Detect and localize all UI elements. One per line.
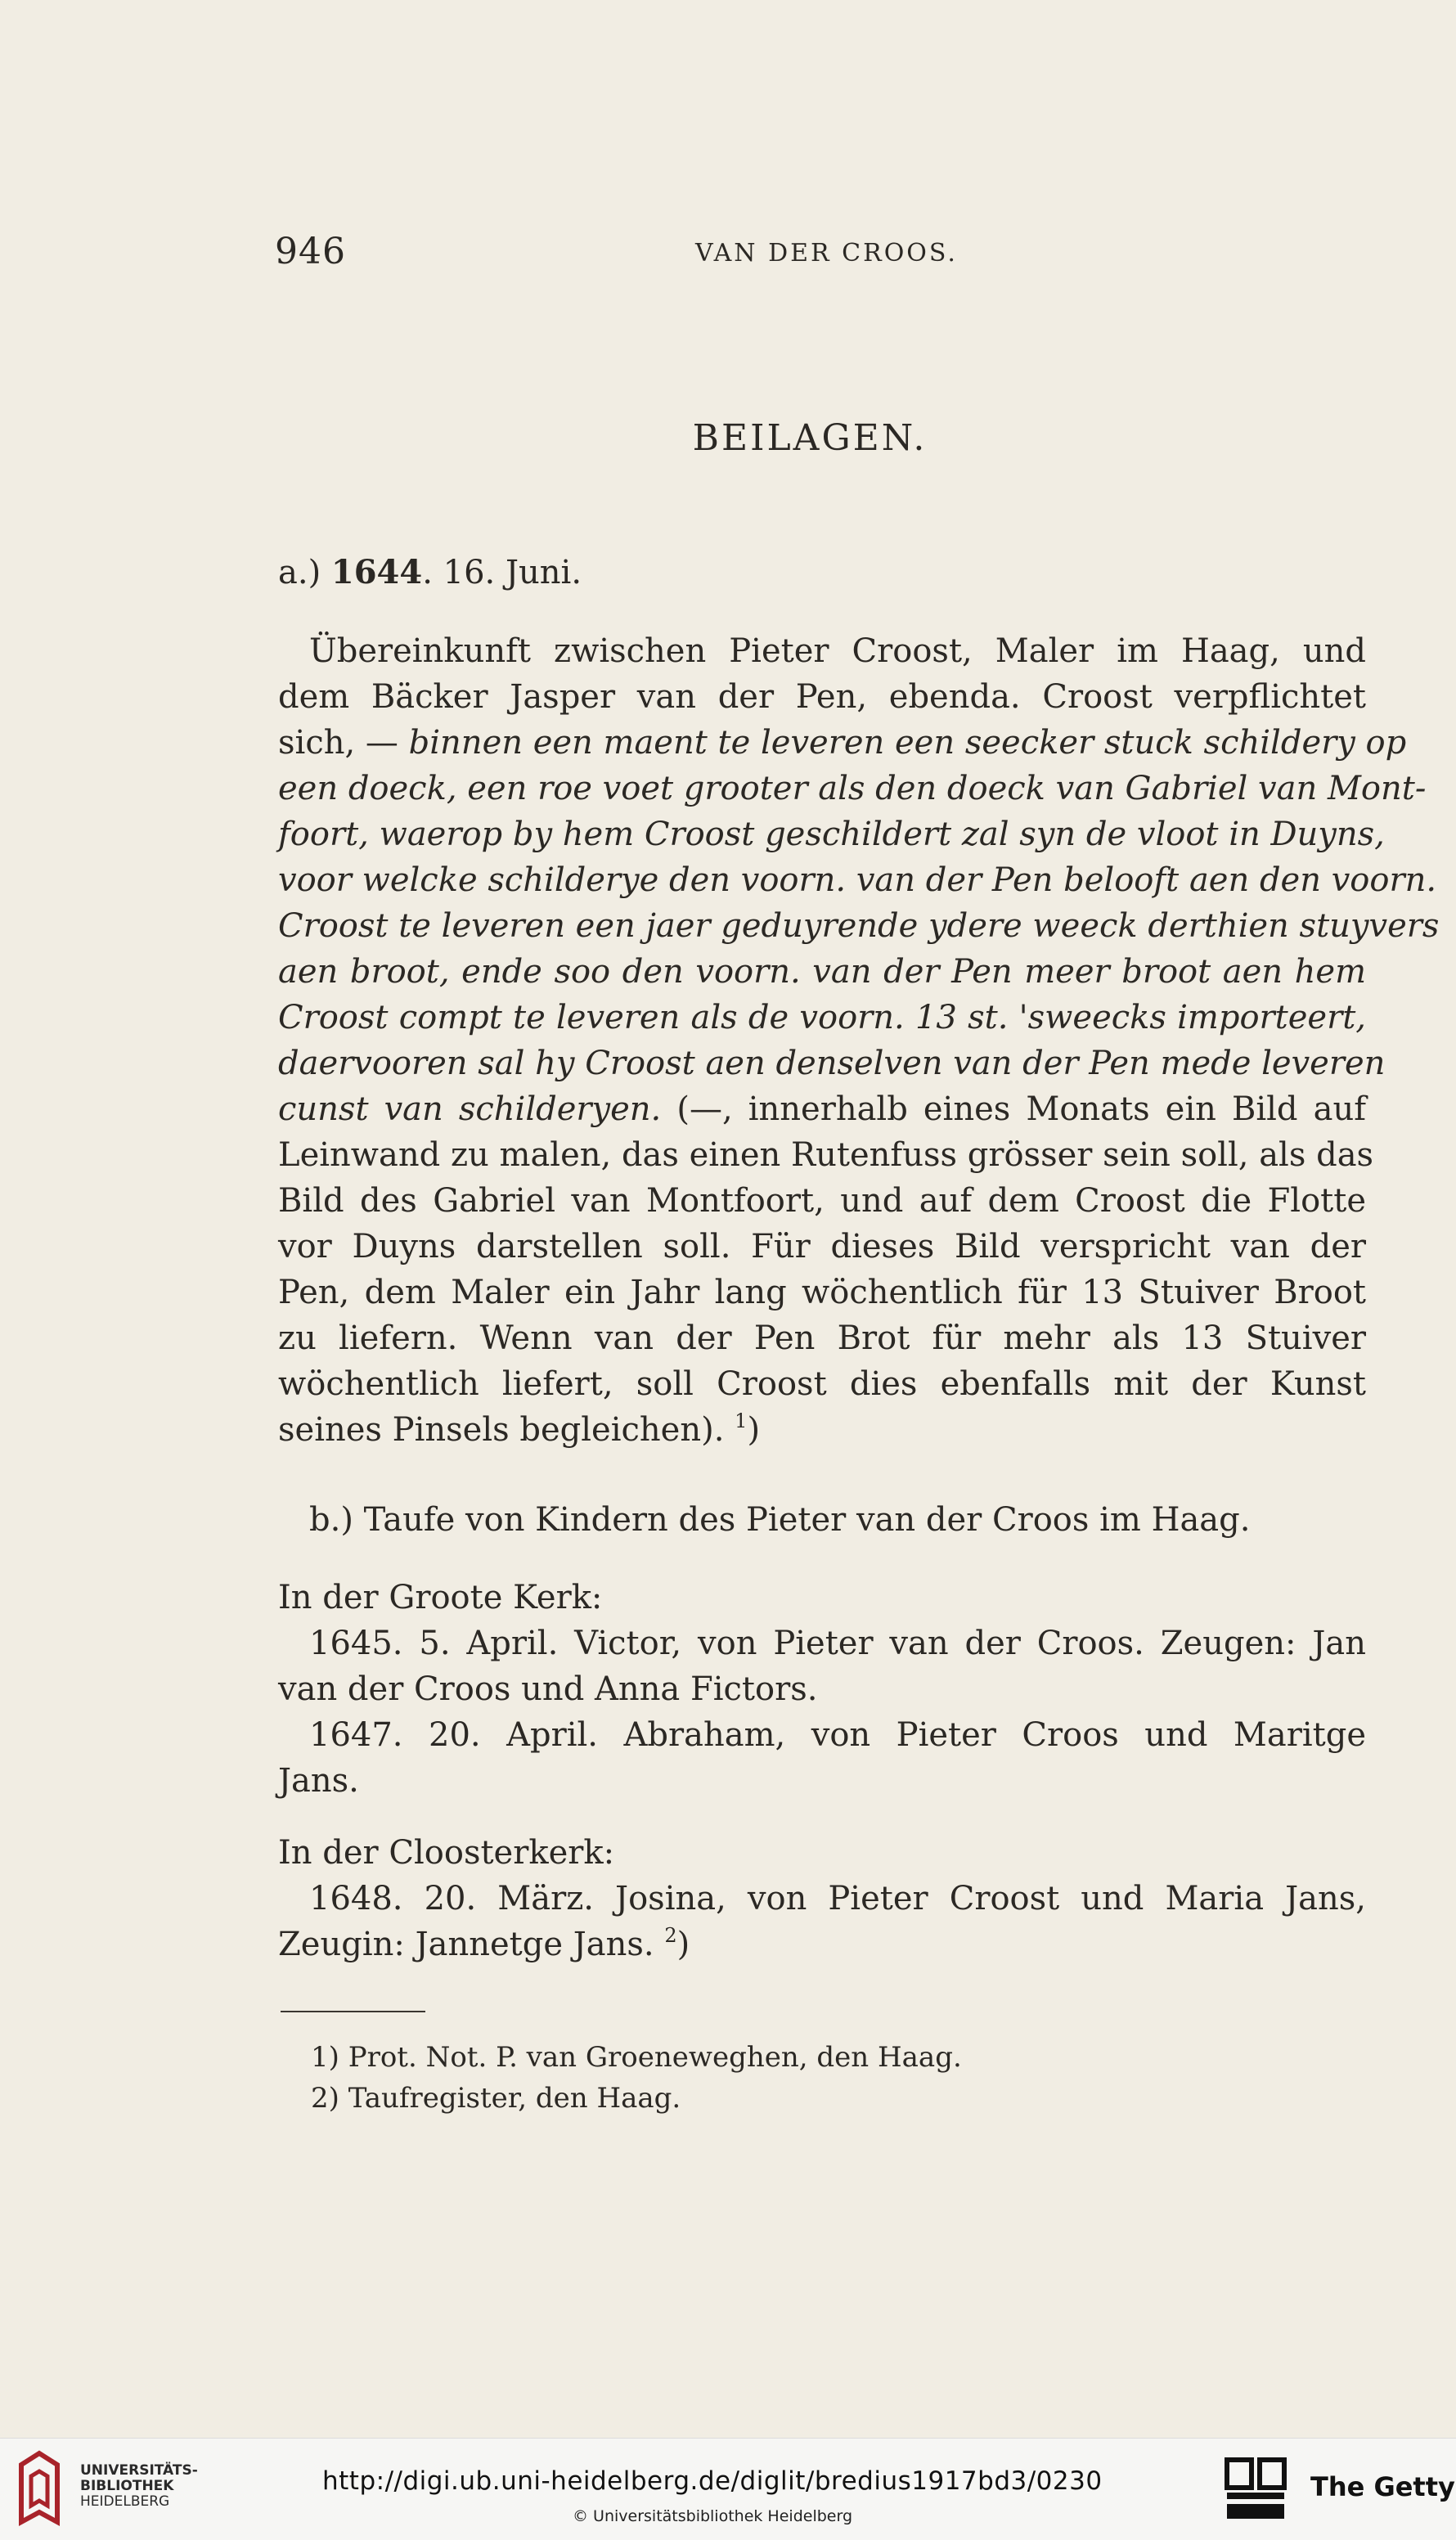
entry-a-line: [278, 1132, 1374, 1178]
text-run: ): [747, 1411, 761, 1449]
cloosterkerk-lines: [278, 1876, 1366, 1967]
entry-a-label: a.): [278, 554, 321, 591]
entry-a-line: [278, 628, 1366, 674]
text-run: Pen, dem Maler ein Jahr lang wöchentlich für 13 Stuiver Broot: [278, 1274, 1366, 1311]
footnote-reference: 1: [735, 1409, 748, 1432]
entry-a-line: [278, 1315, 1366, 1361]
text-run: Zeugin: Jannetge Jans.: [278, 1926, 665, 1963]
entry-a-line: [278, 1407, 1366, 1453]
cloosterkerk-block: [278, 1830, 1366, 1967]
text-run: van der Croos und Anna Fictors.: [278, 1670, 818, 1708]
permalink-url[interactable]: http://digi.ub.uni-heidelberg.de/diglit/bredius1917bd3/0230: [322, 2466, 1103, 2496]
footnote-rule: [281, 2011, 425, 2012]
entry-a-heading: [278, 550, 1366, 596]
text-run: cunst van schilderyen.: [278, 1090, 662, 1128]
university-library-logo-icon: [15, 2448, 64, 2530]
text-run: Croost compt te leveren als de voorn. 13 st. 'sweecks importeert,: [278, 999, 1366, 1036]
entry-a-line: [278, 1224, 1366, 1270]
entry-a-line: [278, 1361, 1366, 1407]
text-run: zu liefern. Wenn van der Pen Brot für mehr als 13 Stuiver: [278, 1319, 1366, 1357]
entry-a-body: [278, 628, 1440, 1453]
entry-a-line: [278, 949, 1366, 995]
entry-a-line: [278, 674, 1366, 720]
library-name-line-2: BIBLIOTHEK: [80, 2478, 174, 2494]
text-run: Jans.: [278, 1762, 359, 1800]
text-run: Bild des Gabriel van Montfoort, und auf dem Croost die Flotte: [278, 1182, 1366, 1220]
entry-b-line: [278, 1758, 1366, 1804]
entry-b-body: [278, 1575, 1366, 1804]
footnote-1: 1) Prot. Not. P. van Groeneweghen, den Haag.: [311, 2041, 962, 2074]
page-number: 946: [275, 231, 346, 272]
text-run: Übereinkunft zwischen Pieter Croost, Maler im Haag, und: [309, 632, 1366, 670]
entry-a-line: [278, 857, 1437, 903]
entry-a-line: [278, 766, 1427, 811]
text-run: seines Pinsels begleichen).: [278, 1411, 735, 1449]
entry-a-date-line: [278, 550, 1366, 596]
entry-b-lines: [278, 1621, 1366, 1804]
entry-a-line: [278, 1178, 1366, 1224]
footnote-2: 2) Taufregister, den Haag.: [311, 2082, 681, 2115]
entry-a-line: [278, 1270, 1366, 1315]
footnotes: [311, 2037, 962, 2119]
text-run: Leinwand zu malen, das einen Rutenfuss grösser sein soll, als das: [278, 1136, 1374, 1174]
cloosterkerk-line: [278, 1876, 1366, 1922]
text-run: 1647. 20. April. Abraham, von Pieter Croos und Maritge: [309, 1716, 1366, 1754]
running-title: VAN DER CROOS.: [695, 239, 958, 267]
entry-a-line: [278, 1086, 1366, 1132]
text-run: ): [676, 1926, 690, 1963]
getty-logo-icon: [1224, 2457, 1289, 2522]
library-footer-bar: [0, 2438, 1456, 2540]
text-run: 1645. 5. April. Victor, von Pieter van der Croos. Zeugen: Jan: [309, 1625, 1366, 1662]
text-run: (—, innerhalb eines Monats ein Bild auf: [661, 1090, 1367, 1128]
entry-a-date: . 16. Juni.: [422, 554, 582, 591]
text-run: foort, waerop by hem Croost geschildert zal syn de vloot in Duyns,: [278, 816, 1385, 853]
text-run: daervooren sal hy Croost aen denselven van der Pen mede leveren: [278, 1045, 1386, 1082]
copyright-notice: © Universitätsbibliothek Heidelberg: [573, 2507, 853, 2525]
text-run: 1648. 20. März. Josina, von Pieter Croost und Maria Jans,: [309, 1880, 1366, 1917]
entry-b-line: [278, 1621, 1366, 1666]
text-run: aen broot, ende soo den voorn. van der Pen meer broot aen hem: [278, 953, 1366, 991]
library-name-line-1: UNIVERSITÄTS-: [80, 2462, 198, 2479]
text-run: binnen een maent te leveren een seecker stuck schildery op: [408, 724, 1407, 762]
text-run: voor welcke schilderye den voorn. van der Pen belooft aen den voorn.: [278, 861, 1437, 899]
entry-b-heading: b.) Taufe von Kindern des Pieter van der Croos im Haag.: [309, 1501, 1251, 1539]
entry-a-line: [278, 995, 1366, 1041]
getty-label: The Getty: [1310, 2471, 1455, 2502]
cloosterkerk-line: [278, 1922, 1366, 1967]
running-head: [270, 231, 1366, 280]
entry-b-heading-block: [278, 1497, 1366, 1543]
entry-a-line: [278, 903, 1440, 949]
text-run: Croost te leveren een jaer geduyrende ydere weeck derthien stuyvers: [278, 907, 1440, 945]
library-name-line-3: HEIDELBERG: [80, 2493, 170, 2510]
entry-a-line: [278, 1041, 1386, 1086]
groote-kerk-label: In der Groote Kerk:: [278, 1579, 603, 1616]
library-name: [80, 2463, 198, 2510]
text-run: wöchentlich liefert, soll Croost dies ebenfalls mit der Kunst: [278, 1365, 1366, 1403]
text-run: een doeck, een roe voet grooter als den doeck van Gabriel van Mont-: [278, 770, 1427, 807]
text-run: dem Bäcker Jasper van der Pen, ebenda. Croost verpflichtet: [278, 678, 1366, 716]
footnote-reference: 2: [664, 1924, 677, 1947]
entry-b-line: [278, 1712, 1366, 1758]
entry-b-line: [278, 1666, 1366, 1712]
entry-a-line: [278, 811, 1385, 857]
entry-a-line: [278, 720, 1407, 766]
text-run: vor Duyns darstellen soll. Für dieses Bild verspricht van der: [278, 1228, 1366, 1266]
section-title: BEILAGEN.: [692, 417, 928, 459]
entry-a-year: 1644: [330, 553, 423, 591]
cloosterkerk-label: In der Cloosterkerk:: [278, 1834, 615, 1872]
text-run: sich, —: [278, 724, 409, 762]
